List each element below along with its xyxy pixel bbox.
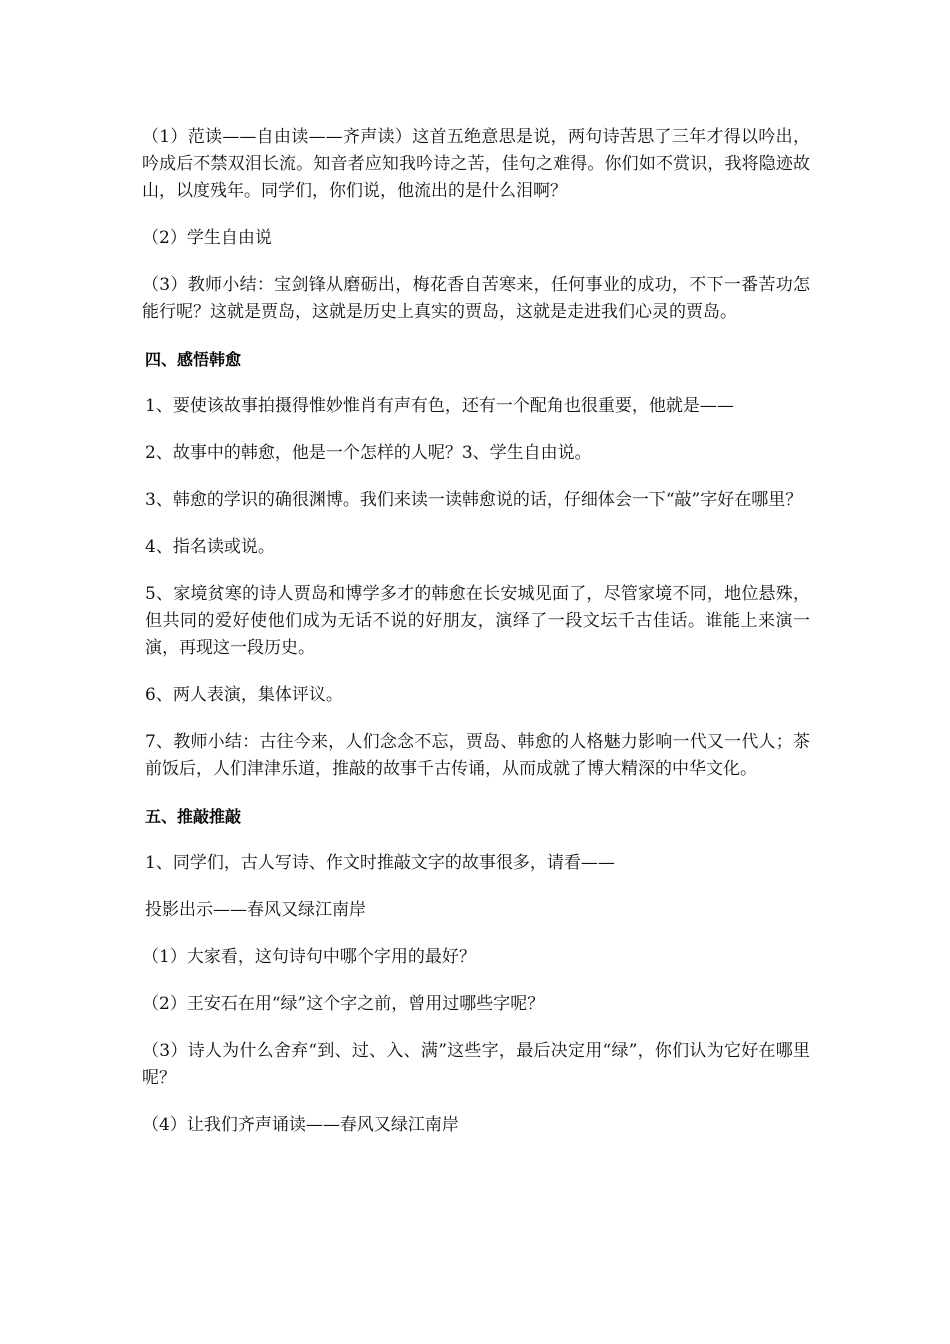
list-item: 5、家境贫寒的诗人贾岛和博学多才的韩愈在长安城见面了，尽管家境不同，地位悬殊，但共同的爱好使他们成为无话不说的好朋友，演绎了一段文坛千古佳话。谁能上来演一演，再现这一段历史。 (145, 584, 810, 658)
paragraph-teacher-summary: （3）教师小结：宝剑锋从磨砺出，梅花香自苦寒来，任何事业的成功，不下一番苦功怎能行呢？这就是贾岛，这就是历史上真实的贾岛，这就是走进我们心灵的贾岛。 (142, 275, 810, 322)
list-item: （4）让我们齐声诵读——春风又绿江南岸 (142, 1115, 459, 1135)
document-body (142, 124, 810, 1159)
paragraph-students-speak: （2）学生自由说 (142, 228, 272, 248)
list-item: 4、指名读或说。 (145, 537, 275, 557)
list-item: 3、韩愈的学识的确很渊博。我们来读一读韩愈说的话，仔细体会一下“敲”字好在哪里？ (145, 490, 803, 510)
list-item: 2、故事中的韩愈，他是一个怎样的人呢？3、学生自由说。 (145, 443, 592, 463)
list-item: 7、教师小结：古往今来，人们念念不忘，贾岛、韩愈的人格魅力影响一代又一代人；茶前饭后，人们津津乐道，推敲的故事千古传诵，从而成就了博大精深的中华文化。 (145, 732, 810, 779)
list-item: 1、同学们，古人写诗、作文时推敲文字的故事很多，请看—— (145, 853, 615, 873)
paragraph-reading-steps: （1）范读——自由读——齐声读）这首五绝意思是说，两句诗苦思了三年才得以吟出，吟成后不禁双泪长流。知音者应知我吟诗之苦，佳句之难得。你们如不赏识，我将隐迹故山，以度残年。同学们，你们说，他流出的是什么泪啊？ (142, 127, 810, 201)
list-item: 1、要使该故事拍摄得惟妙惟肖有声有色，还有一个配角也很重要，他就是—— (145, 396, 734, 416)
list-item: （3）诗人为什么舍弃“到、过、入、满”这些字，最后决定用“绿”，你们认为它好在哪里呢？ (142, 1041, 810, 1088)
list-item: 投影出示——春风又绿江南岸 (145, 900, 366, 920)
list-item: （2）王安石在用“绿”这个字之前，曾用过哪些字呢？ (142, 994, 545, 1014)
list-item: 6、两人表演，集体评议。 (145, 685, 343, 705)
section-heading-tui-qiao: 五、推敲推敲 (145, 807, 242, 826)
section-heading-han-yu: 四、感悟韩愈 (145, 350, 242, 369)
list-item: （1）大家看，这句诗句中哪个字用的最好？ (142, 947, 476, 967)
